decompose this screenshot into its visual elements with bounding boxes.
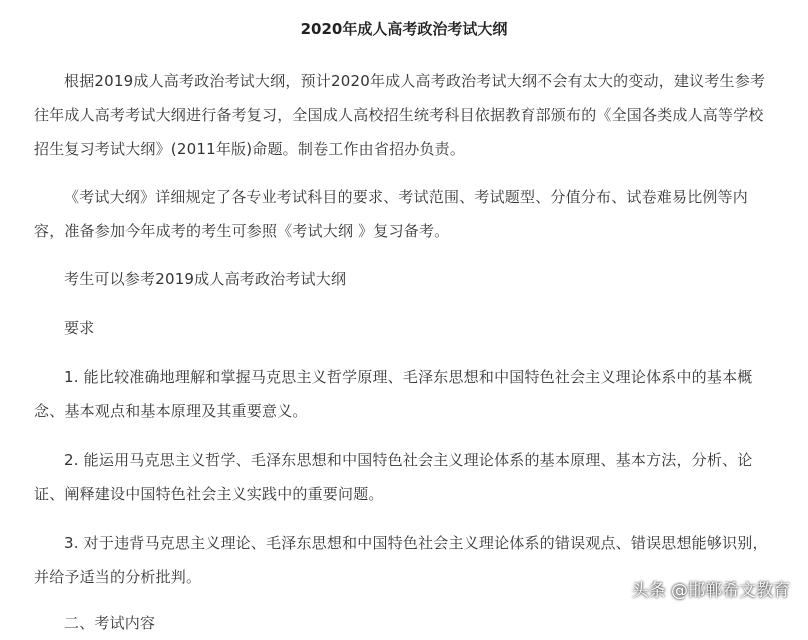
article-title: 2020年成人高考政治考试大纲 — [300, 20, 508, 38]
paragraph-requirement-1: 1. 能比较准确地理解和掌握马克思主义哲学原理、毛泽东思想和中国特色社会主义理论体系中的基本概念、基本观点和基本原理及其重要意义。 — [34, 368, 753, 420]
paragraph-reference-note: 考生可以参考2019成人高考政治考试大纲 — [64, 270, 347, 288]
paragraph-section-heading-cut: 二、考试内容 — [64, 614, 156, 632]
paragraph-requirements-heading: 要求 — [64, 319, 95, 337]
paragraph-intro: 根据2019成人高考政治考试大纲，预计2020年成人高考政治考试大纲不会有太大的变动，建议考生参考往年成人高考考试大纲进行备考复习，全国成人高校招生统考科目依据教育部颁布的《全国各类成人高等学校招生复习考试大纲》(2011年版)命题。制卷工作由省招办负责。 — [34, 72, 766, 158]
paragraph-requirement-2: 2. 能运用马克思主义哲学、毛泽东思想和中国特色社会主义理论体系的基本原理、基本方法，分析、论证、阐释建设中国特色社会主义实践中的重要问题。 — [34, 451, 753, 503]
source-watermark: 头条 @邯郸希文教育 — [631, 581, 790, 601]
paragraph-requirement-3: 3. 对于违背马克思主义理论、毛泽东思想和中国特色社会主义理论体系的错误观点、错误思想能够识别，并给予适当的分析批判。 — [34, 534, 768, 586]
paragraph-outline-details: 《考试大纲》详细规定了各专业考试科目的要求、考试范围、考试题型、分值分布、试卷难易比例等内容，准备参加今年成考的考生可参照《考试大纲 》复习备考。 — [34, 188, 749, 240]
